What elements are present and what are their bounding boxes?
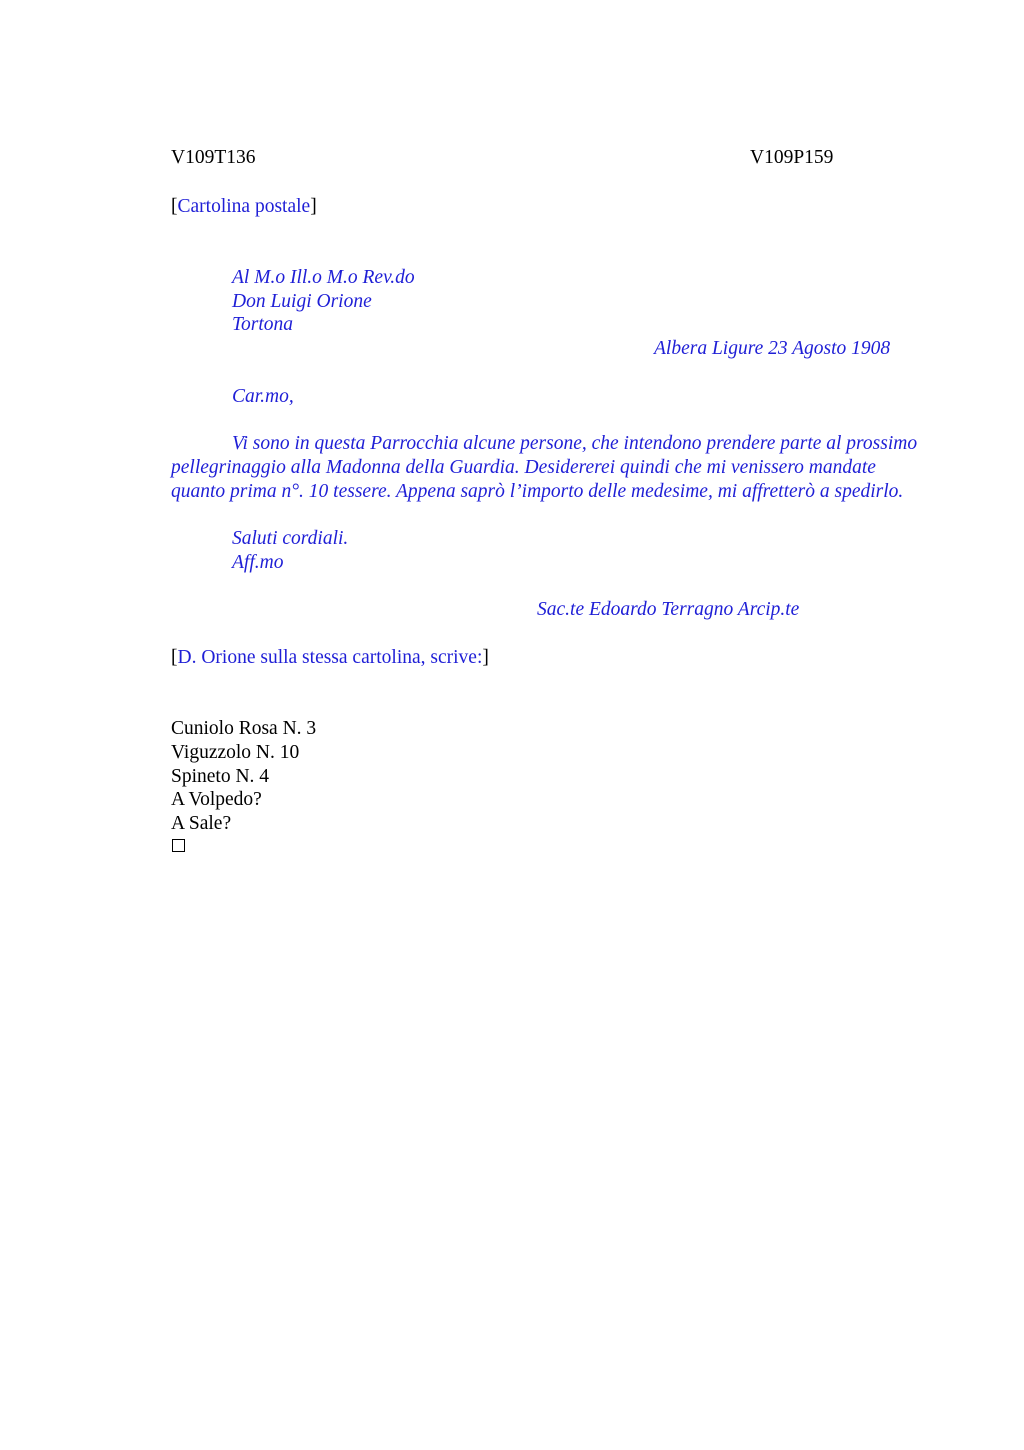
- bracket-open: [: [171, 647, 178, 668]
- list-item: Cuniolo Rosa N. 3: [171, 718, 317, 739]
- list-item: Viguzzolo N. 10: [171, 742, 300, 763]
- orione-note-text: D. Orione sulla stessa cartolina, scrive:: [177, 647, 483, 668]
- letter-body: [171, 432, 931, 504]
- list-item: A Volpedo?: [171, 789, 262, 810]
- salutation: Car.mo,: [232, 386, 294, 407]
- signature: Sac.te Edoardo Terragno Arcip.te: [537, 599, 800, 620]
- address-line-1: Al M.o Ill.o M.o Rev.do: [232, 267, 415, 288]
- closing-affmo: Aff.mo: [232, 552, 284, 573]
- letter-body-text: Vi sono in questa Parrocchia alcune persone, che intendono prendere parte al prossimo pellegrinaggio alla Madonna della Guardia. Desidererei quindi che mi venissero mandate quanto prima n°. 10 tessere. Appena saprò l’importo delle medesime, mi affretterò a spedirlo.: [171, 433, 918, 502]
- document-code-left: V109T136: [171, 147, 256, 168]
- list-item: A Sale?: [171, 813, 232, 834]
- closing-greeting: Saluti cordiali.: [232, 528, 349, 549]
- postcard-note-text: Cartolina postale: [177, 196, 311, 217]
- list-item: Spineto N. 4: [171, 766, 270, 787]
- address-line-3: Tortona: [232, 314, 294, 335]
- bracket-open: [: [171, 196, 178, 217]
- place-date: Albera Ligure 23 Agosto 1908: [654, 338, 891, 359]
- bracket-close: ]: [310, 196, 317, 217]
- orione-note: [171, 646, 489, 670]
- bracket-close: ]: [482, 647, 489, 668]
- postcard-note: [171, 195, 317, 219]
- checkbox-icon: [172, 839, 185, 852]
- document-code-right: V109P159: [750, 147, 834, 168]
- address-line-2: Don Luigi Orione: [232, 291, 372, 312]
